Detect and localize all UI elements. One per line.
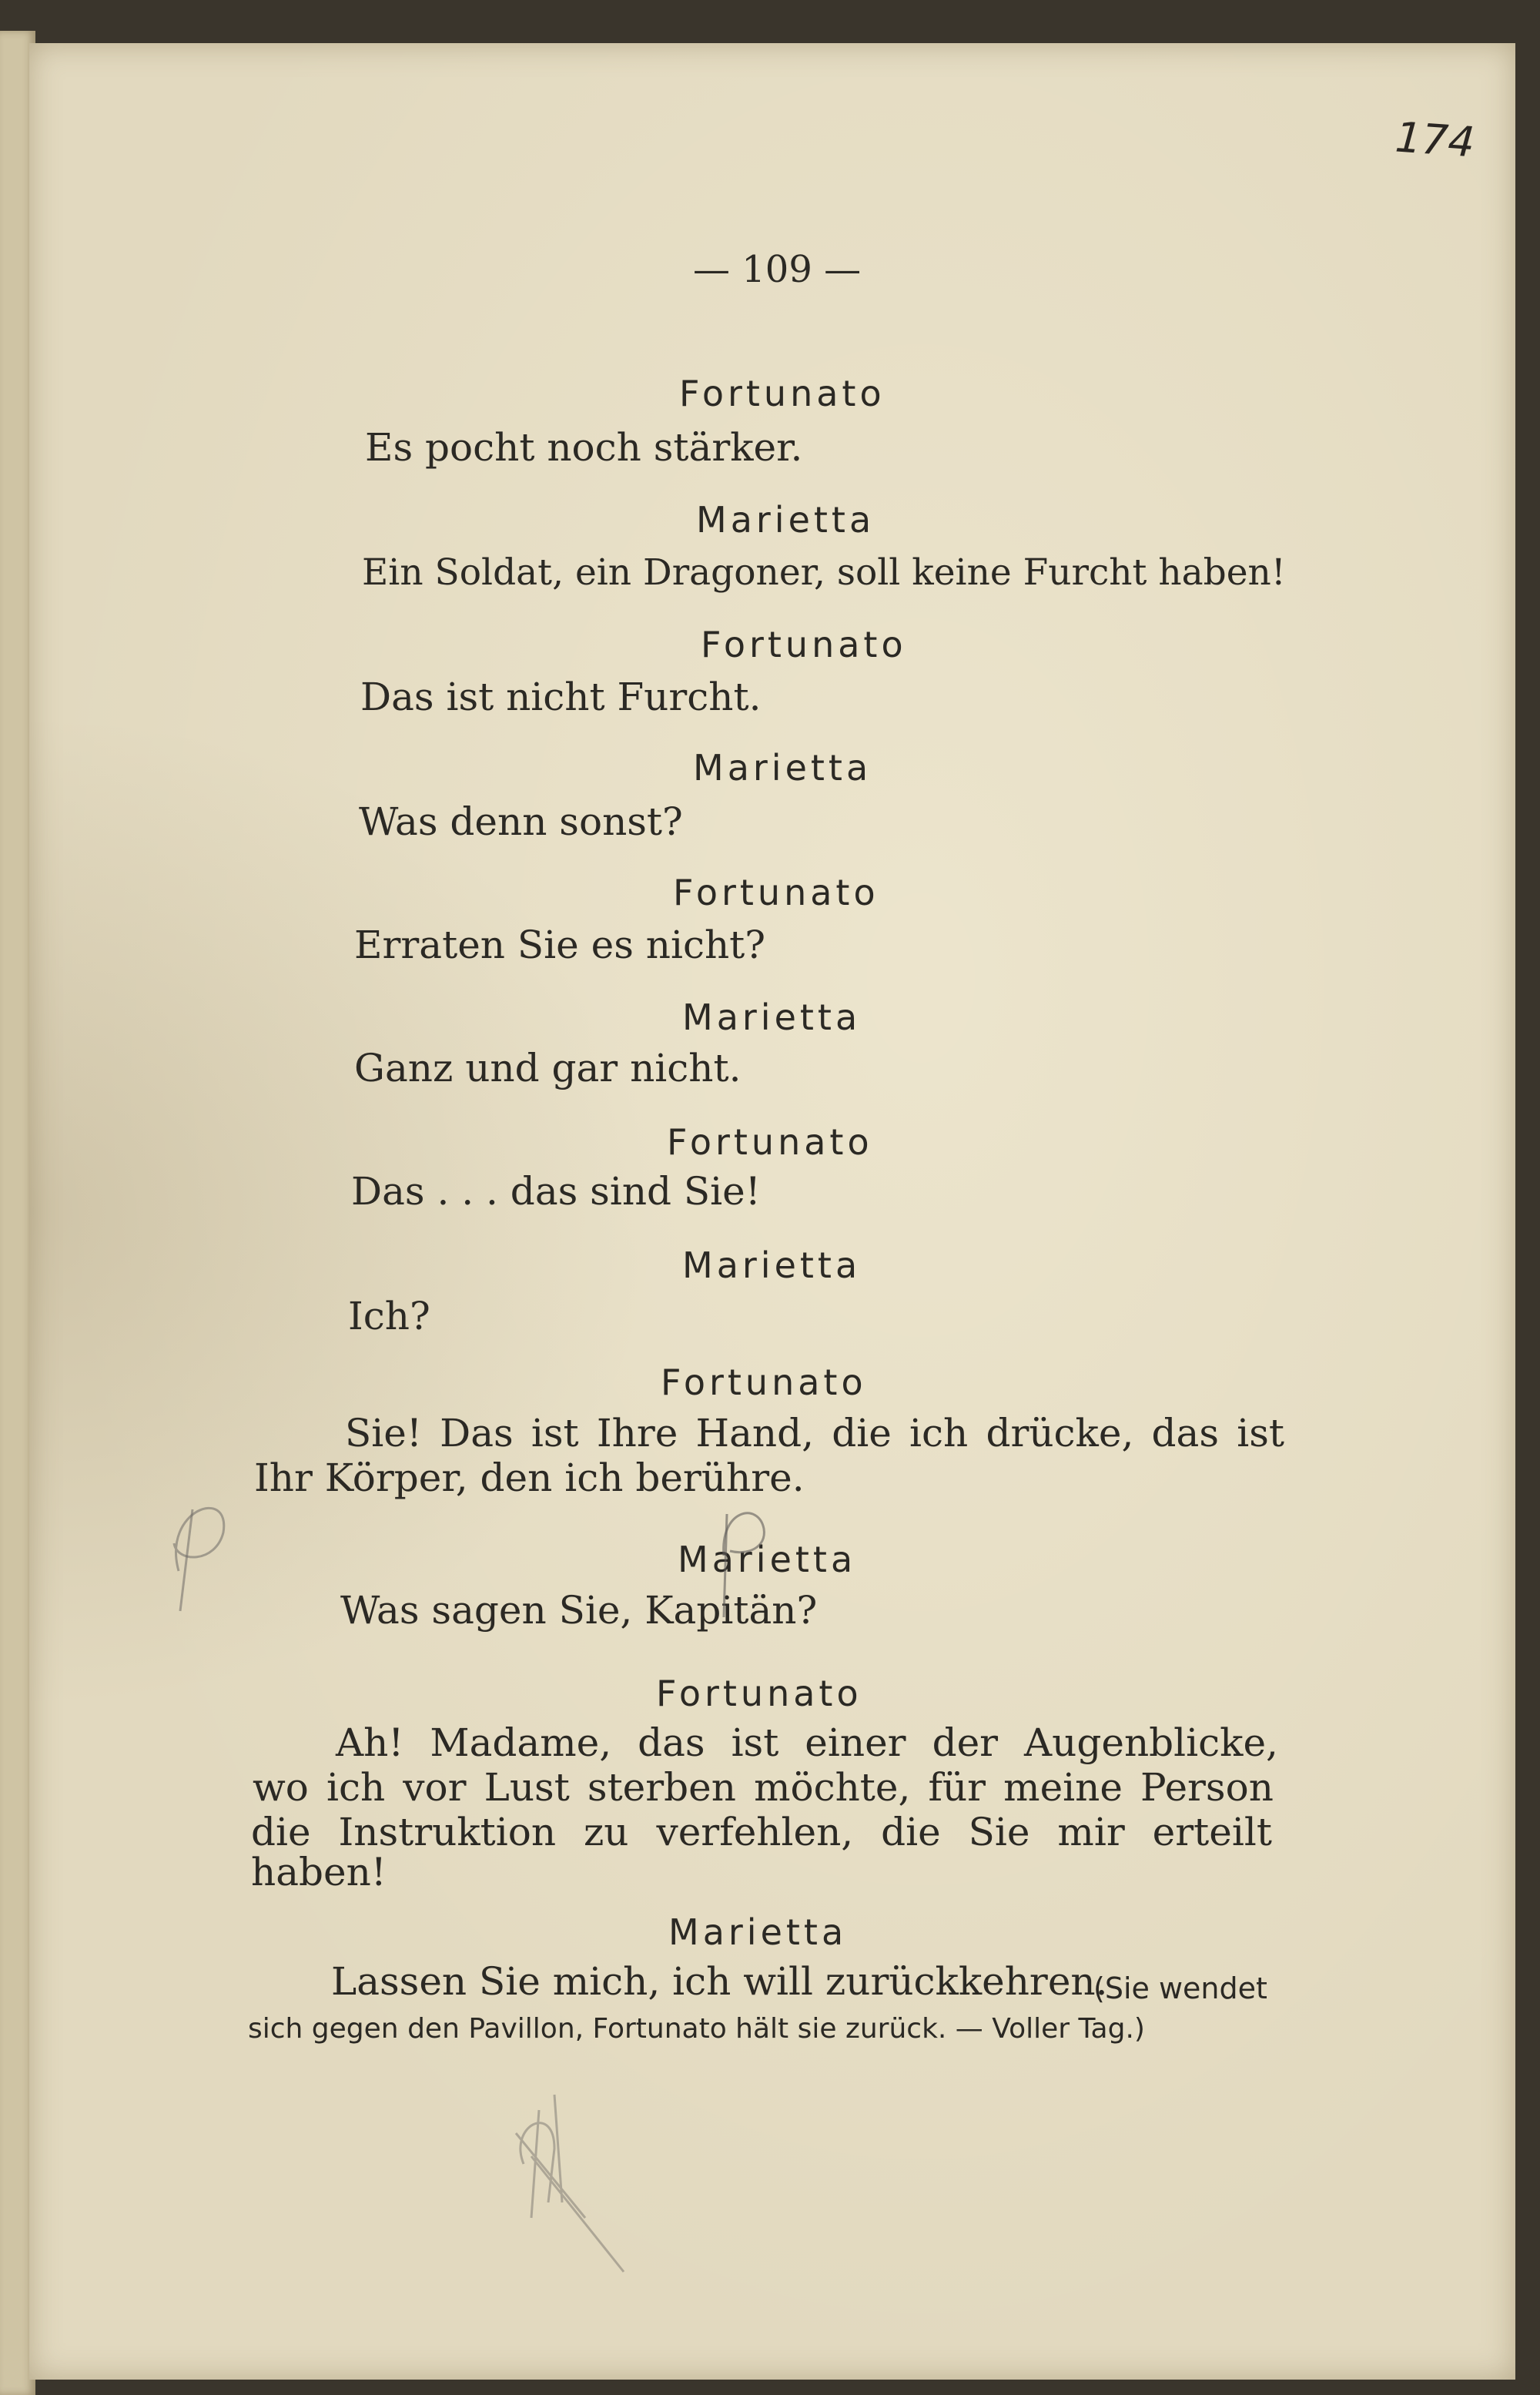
word: das	[1151, 1411, 1220, 1455]
speaker-name: Marietta	[696, 499, 875, 541]
speaker-name: Marietta	[693, 747, 872, 789]
word: Madame,	[430, 1720, 612, 1765]
dialogue-line: Erraten Sie es nicht?	[354, 923, 766, 967]
word: wo	[253, 1765, 309, 1810]
word: die	[251, 1810, 311, 1854]
word: meine	[1003, 1765, 1123, 1810]
dialogue-line: Das . . . das sind Sie!	[351, 1169, 761, 1214]
word: zu	[583, 1810, 629, 1854]
word: ich	[326, 1765, 386, 1810]
word: ist	[1237, 1411, 1284, 1455]
word: Ah!	[336, 1720, 404, 1765]
speaker-name: Marietta	[682, 997, 862, 1038]
word: Person	[1140, 1765, 1274, 1810]
word: erteilt	[1152, 1810, 1272, 1854]
dialogue-line: haben!	[251, 1850, 387, 1894]
word: verfehlen,	[656, 1810, 854, 1854]
dialogue-line: Was sagen Sie, Kapitän?	[340, 1588, 818, 1633]
speaker-name: Fortunato	[673, 872, 879, 913]
stage-direction: sich gegen den Pavillon, Fortunato hält sie zurück. — Voller Tag.)	[248, 2013, 1145, 2045]
word: Augenblicke,	[1024, 1720, 1278, 1765]
word: ich	[909, 1411, 969, 1455]
page-number: — 109 —	[693, 248, 862, 291]
dialogue-line: Ich?	[348, 1294, 430, 1338]
word: Sie!	[345, 1411, 422, 1455]
stage-direction: (Sie wendet	[1093, 1971, 1267, 2005]
word: Das	[440, 1411, 514, 1455]
speaker-name: Marietta	[678, 1539, 857, 1580]
word: die	[832, 1411, 892, 1455]
dialogue-line: Ihr Körper, den ich berühre.	[254, 1455, 805, 1500]
dialogue-line: Das ist nicht Furcht.	[360, 675, 762, 719]
dialogue-line: Was denn sonst?	[359, 799, 683, 844]
speaker-name: Fortunato	[656, 1673, 862, 1714]
speaker-name: Marietta	[668, 1911, 848, 1953]
word: die	[881, 1810, 941, 1854]
speaker-name: Fortunato	[679, 373, 886, 414]
speaker-name: Fortunato	[661, 1362, 867, 1403]
speaker-name: Fortunato	[701, 624, 907, 665]
word: sterben	[587, 1765, 736, 1810]
speaker-name: Marietta	[682, 1244, 862, 1286]
dialogue-line: Ein Soldat, ein Dragoner, soll keine Furcht haben!	[362, 551, 1286, 594]
word: vor	[403, 1765, 467, 1810]
word: Lust	[484, 1765, 570, 1810]
dialogue-line: Ganz und gar nicht.	[354, 1046, 742, 1090]
word: Hand,	[695, 1411, 815, 1455]
dialogue-line: Es pocht noch stärker.	[365, 425, 803, 470]
handwritten-folio-number: 174	[1393, 112, 1477, 167]
word: möchte,	[754, 1765, 911, 1810]
word: drücke,	[986, 1411, 1134, 1455]
word: der	[932, 1720, 999, 1765]
word: einer	[805, 1720, 906, 1765]
word: ist	[731, 1720, 779, 1765]
speaker-name: Fortunato	[667, 1121, 873, 1163]
word: mir	[1057, 1810, 1125, 1854]
word: ist	[531, 1411, 579, 1455]
word: Instruktion	[338, 1810, 557, 1854]
word: das	[638, 1720, 705, 1765]
word: für	[928, 1765, 986, 1810]
word: Sie	[968, 1810, 1030, 1854]
word: Ihre	[596, 1411, 678, 1455]
dialogue-line: Lassen Sie mich, ich will zurückkehren.	[331, 1959, 1108, 2004]
